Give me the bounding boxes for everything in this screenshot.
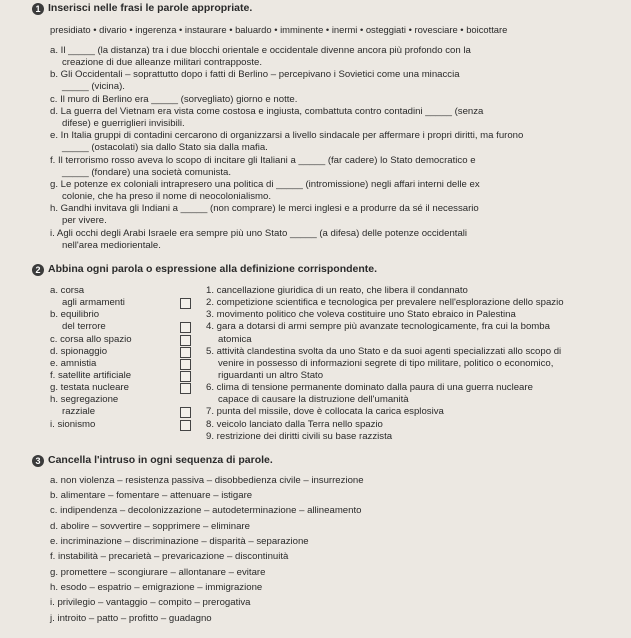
ex3-item-a: a. non violenza – resistenza passiva – disobbedienza civile – insurrezione — [50, 475, 364, 486]
ex2-def-3: 3. movimento politico che voleva costituire uno Stato ebraico in Palestina — [206, 309, 516, 320]
exercise-3-title: Cancella l'intruso in ogni sequenza di parole. — [48, 454, 273, 466]
ex2-def-4: 4. gara a dotarsi di armi sempre più avanzate tecnologicamente, fra cui la bomba — [206, 321, 550, 332]
exercise-1-title: Inserisci nelle frasi le parole appropriate. — [48, 2, 253, 14]
ex1-line-9: _____ (ostacolati) sia dallo Stato sia dalla mafia. — [62, 142, 268, 153]
ex1-line-3: b. Gli Occidentali – soprattutto dopo i fatti di Berlino – percepivano i Sovietici come una minaccia — [50, 69, 460, 80]
ex2-term-g: g. testata nucleare — [50, 382, 129, 393]
ex2-def-6-cont: capace di causare la distruzione dell'umanità — [218, 394, 409, 405]
ex2-def-7: 7. punta del missile, dove è collocata la carica esplosiva — [206, 406, 444, 417]
ex2-def-1: 1. cancellazione giuridica di un reato, che libera il condannato — [206, 285, 468, 296]
ex1-line-6: d. La guerra del Vietnam era vista come costosa e ingiusta, combattuta contro contadini _____ (senza — [50, 106, 484, 117]
ex2-term-b-cont: del terrore — [62, 321, 106, 332]
ex2-def-5-cont: venire in possesso di informazioni segrete di tipo militare, politico o economico, — [218, 358, 554, 369]
ex2-def-4-cont: atomica — [218, 334, 252, 345]
ex3-item-e: e. incriminazione – discriminazione – disparità – separazione — [50, 536, 309, 547]
ex3-item-g: g. promettere – scongiurare – allontanare – evitare — [50, 567, 266, 578]
answer-box-b[interactable] — [180, 322, 191, 333]
ex3-item-f: f. instabilità – precarietà – prevaricazione – discontinuità — [50, 551, 289, 562]
answer-box-d[interactable] — [180, 347, 191, 358]
ex2-def-6: 6. clima di tensione permanente dominato dalla paura di una guerra nucleare — [206, 382, 533, 393]
exercise-1-wordbank: presidiato • divario • ingerenza • instaurare • baluardo • imminente • inermi • osteggiati • rovesciare • boicottare — [50, 24, 508, 35]
ex1-line-8: e. In Italia gruppi di contadini cercarono di organizzarsi a livello sindacale per affermare i propri diritti, ma furono — [50, 130, 524, 141]
ex1-line-14: h. Gandhi invitava gli Indiani a _____ (non comprare) le merci inglesi e a produrre da sé il necessario — [50, 203, 479, 214]
answer-box-g[interactable] — [180, 383, 191, 394]
answer-box-c[interactable] — [180, 335, 191, 346]
ex2-term-b: b. equilibrio — [50, 309, 100, 320]
ex1-line-5: c. Il muro di Berlino era _____ (sorvegliato) giorno e notte. — [50, 94, 298, 105]
ex2-def-5: 5. attività clandestina svolta da uno Stato e da suoi agenti specializzati allo scopo di — [206, 346, 562, 357]
answer-box-e[interactable] — [180, 359, 191, 370]
ex1-line-10: f. Il terrorismo rosso aveva lo scopo di incitare gli Italiani a _____ (far cadere) lo Stato democratico e — [50, 155, 476, 166]
ex1-line-4: _____ (vicina). — [62, 81, 125, 92]
ex3-item-c: c. indipendenza – decolonizzazione – autodeterminazione – allineamento — [50, 505, 362, 516]
ex2-term-h: h. segregazione — [50, 394, 119, 405]
ex3-item-b: b. alimentare – fomentare – attenuare – istigare — [50, 490, 253, 501]
ex2-term-f: f. satellite artificiale — [50, 370, 132, 381]
answer-box-h[interactable] — [180, 407, 191, 418]
ex3-item-i: i. privilegio – vantaggio – compito – prerogativa — [50, 597, 251, 608]
answer-box-i[interactable] — [180, 420, 191, 431]
answer-box-f[interactable] — [180, 371, 191, 382]
ex1-line-15: per vivere. — [62, 215, 107, 226]
ex1-line-7: difese) e guerriglieri invisibili. — [62, 118, 185, 129]
ex1-line-1: a. Il _____ (la distanza) tra i due blocchi orientale e occidentale divenne ancora più profondo con la — [50, 45, 471, 56]
ex2-term-c: c. corsa allo spazio — [50, 334, 132, 345]
ex1-line-13: colonie, che ha preso il nome di neocolonialismo. — [62, 191, 272, 202]
exercise-1-number: 1 — [32, 3, 44, 15]
ex2-def-2: 2. competizione scientifica e tecnologica per prevalere nell'esplorazione dello spazio — [206, 297, 564, 308]
exercise-2-number: 2 — [32, 264, 44, 276]
ex3-item-d: d. abolire – sovvertire – sopprimere – eliminare — [50, 521, 250, 532]
ex3-item-j: j. introito – patto – profitto – guadagno — [50, 613, 212, 624]
ex3-item-h: h. esodo – espatrio – emigrazione – immigrazione — [50, 582, 263, 593]
ex2-def-8: 8. veicolo lanciato dalla Terra nello spazio — [206, 419, 383, 430]
exercise-2-title: Abbina ogni parola o espressione alla definizione corrispondente. — [48, 263, 378, 275]
ex1-line-16: i. Agli occhi degli Arabi Israele era sempre più uno Stato _____ (a difesa) delle potenze occidentali — [50, 228, 468, 239]
exercise-3-number: 3 — [32, 455, 44, 467]
ex2-def-9: 9. restrizione dei diritti civili su base razzista — [206, 431, 393, 442]
ex1-line-11: _____ (fondare) una società comunista. — [62, 167, 232, 178]
ex2-term-h-cont: razziale — [62, 406, 96, 417]
ex1-line-17: nell'area mediorientale. — [62, 240, 161, 251]
ex2-term-e: e. amnistia — [50, 358, 97, 369]
answer-box-a[interactable] — [180, 298, 191, 309]
ex2-term-d: d. spionaggio — [50, 346, 108, 357]
ex2-term-i: i. sionismo — [50, 419, 96, 430]
ex1-line-2: creazione di due alleanze militari contrapposte. — [62, 57, 262, 68]
ex2-term-a-cont: agli armamenti — [62, 297, 125, 308]
ex2-term-a: a. corsa — [50, 285, 85, 296]
ex1-line-12: g. Le potenze ex coloniali intrapresero una politica di _____ (intromissione) negli affari interni delle ex — [50, 179, 480, 190]
ex2-def-5-cont2: riguardanti un altro Stato — [218, 370, 324, 381]
